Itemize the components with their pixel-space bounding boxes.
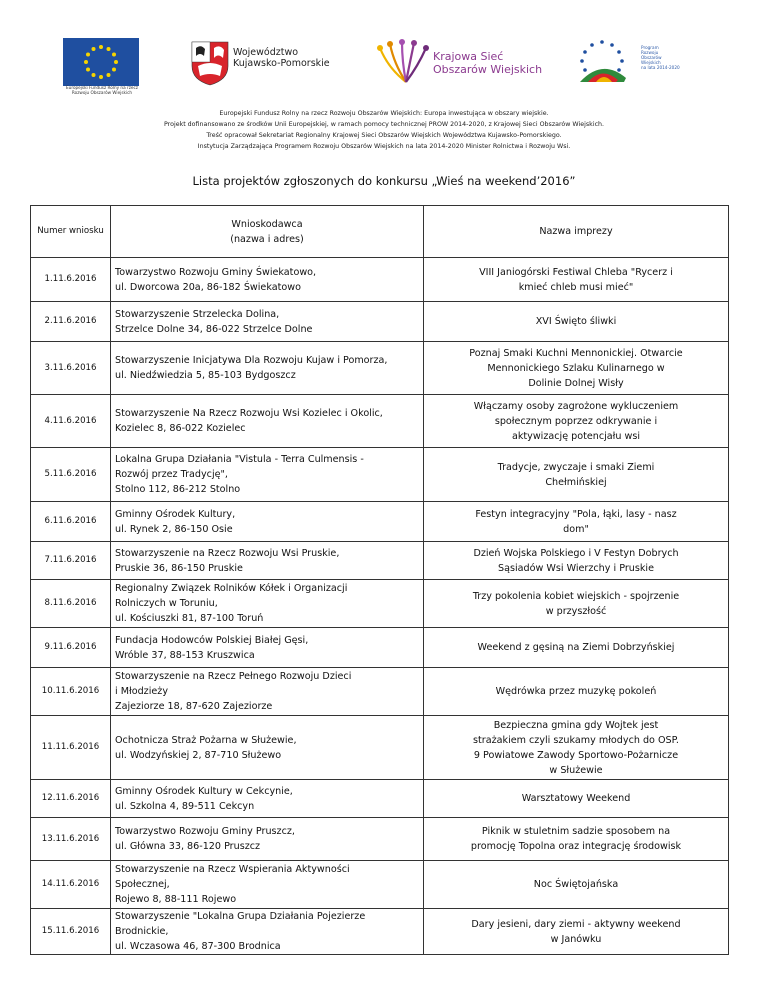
funding-statement: [0, 108, 768, 152]
application-number-cell: 11.11.6.2016: [31, 716, 111, 780]
application-number-cell: 5.11.6.2016: [31, 448, 111, 502]
applicant-cell: Towarzystwo Rozwoju Gminy Pruszcz, ul. Główna 33, 86-120 Pruszcz: [111, 818, 424, 861]
event-name-cell: VIII Janiogórski Festiwal Chleba "Rycerz i kmieć chleb musi mieć": [424, 258, 729, 302]
event-name-cell: Włączamy osoby zagrożone wykluczeniem społecznym poprzez odkrywanie i aktywizację potencjału wsi: [424, 395, 729, 448]
application-number-cell: 4.11.6.2016: [31, 395, 111, 448]
eu-star-icon: [86, 53, 90, 57]
table-row: [31, 909, 729, 955]
applicant-cell: Lokalna Grupa Działania "Vistula - Terra Culmensis - Rozwój przez Tradycję", Stolno 112, 86-212 Stolno: [111, 448, 424, 502]
table-row: [31, 542, 729, 580]
column-header-event: Nazwa imprezy: [424, 206, 729, 258]
applicant-cell: Stowarzyszenie Strzelecka Dolina, Strzelce Dolne 34, 86-022 Strzelce Dolne: [111, 302, 424, 342]
applicant-cell: Stowarzyszenie na Rzecz Rozwoju Wsi Pruskie, Pruskie 36, 86-150 Pruskie: [111, 542, 424, 580]
table-row: [31, 861, 729, 909]
table-row: [31, 302, 729, 342]
table-row: [31, 716, 729, 780]
applicant-cell: Stowarzyszenie Na Rzecz Rozwoju Wsi Kozielec i Okolic, Kozielec 8, 86-022 Kozielec: [111, 395, 424, 448]
eu-flag-logo: [63, 38, 139, 86]
table-header-row: [31, 206, 729, 258]
applicant-cell: Towarzystwo Rozwoju Gminy Świekatowo, ul. Dworcowa 20a, 86-182 Świekatowo: [111, 258, 424, 302]
event-name-cell: Warsztatowy Weekend: [424, 780, 729, 818]
event-name-cell: Tradycje, zwyczaje i smaki Ziemi Chełmińskiej: [424, 448, 729, 502]
eu-star-icon: [99, 45, 103, 49]
event-name-cell: Festyn integracyjny "Pola, łąki, lasy - nasz dom": [424, 502, 729, 542]
application-number-cell: 8.11.6.2016: [31, 580, 111, 628]
application-number-cell: 6.11.6.2016: [31, 502, 111, 542]
funding-line: Europejski Fundusz Rolny na rzecz Rozwoju Obszarów Wiejskich: Europa inwestująca w obszary wiejskie.: [219, 110, 549, 117]
event-name-cell: Poznaj Smaki Kuchni Mennonickiej. Otwarcie Mennonickiego Szlaku Kulinarnego w Dolinie Dolnej Wisły: [424, 342, 729, 395]
eu-star-icon: [99, 75, 103, 79]
prow-logo: [562, 36, 642, 86]
application-number-cell: 3.11.6.2016: [31, 342, 111, 395]
applicant-cell: Ochotnicza Straż Pożarna w Służewie, ul. Wodzyńskiej 2, 87-710 Służewo: [111, 716, 424, 780]
eu-star-icon: [112, 53, 116, 57]
table-row: [31, 448, 729, 502]
application-number-cell: 13.11.6.2016: [31, 818, 111, 861]
eu-star-icon: [86, 68, 90, 72]
event-name-cell: Bezpieczna gmina gdy Wojtek jest strażakiem czyli szukamy młodych do OSP. 9 Powiatowe Zawody Sportowo-Pożarnicze w Służewie: [424, 716, 729, 780]
application-number-cell: 15.11.6.2016: [31, 909, 111, 955]
applicant-cell: Gminny Ośrodek Kultury w Cekcynie, ul. Szkolna 4, 89-511 Cekcyn: [111, 780, 424, 818]
application-number-cell: 9.11.6.2016: [31, 628, 111, 668]
event-name-cell: Weekend z gęsiną na Ziemi Dobrzyńskiej: [424, 628, 729, 668]
table-row: [31, 502, 729, 542]
prow-name: Program Rozwoju Obszarów Wiejskich na lata 2014-2020: [641, 45, 680, 70]
column-header-number: Numer wniosku: [31, 206, 111, 258]
event-name-cell: Piknik w stuletnim sadzie sposobem na promocję Topolna oraz integrację środowisk: [424, 818, 729, 861]
column-header-applicant: Wnioskodawca (nazwa i adres): [111, 206, 424, 258]
applicant-cell: Stowarzyszenie "Lokalna Grupa Działania Pojezierze Brodnickie, ul. Wczasowa 46, 87-300 Brodnica: [111, 909, 424, 955]
event-name-cell: Wędrówka przez muzykę pokoleń: [424, 668, 729, 716]
application-number-cell: 2.11.6.2016: [31, 302, 111, 342]
applicant-cell: Gminny Ośrodek Kultury, ul. Rynek 2, 86-150 Osie: [111, 502, 424, 542]
event-name-cell: Dary jesieni, dary ziemi - aktywny weekend w Janówku: [424, 909, 729, 955]
funding-line: Instytucja Zarządzająca Programem Rozwoju Obszarów Wiejskich na lata 2014-2020 Minister Rolnictwa i Rozwoju Wsi.: [197, 143, 571, 150]
eu-star-icon: [92, 73, 96, 77]
table-row: [31, 780, 729, 818]
application-number-cell: 10.11.6.2016: [31, 668, 111, 716]
eu-star-icon: [107, 47, 111, 51]
eu-star-icon: [114, 60, 118, 64]
event-name-cell: Noc Świętojańska: [424, 861, 729, 909]
applicant-cell: Stowarzyszenie Inicjatywa Dla Rozwoju Kujaw i Pomorza, ul. Niedźwiedzia 5, 85-103 Bydgoszcz: [111, 342, 424, 395]
eu-star-icon: [112, 68, 116, 72]
document-title: Lista projektów zgłoszonych do konkursu „Wieś na weekend’2016”: [192, 174, 576, 188]
table-row: [31, 818, 729, 861]
event-name-cell: Trzy pokolenia kobiet wiejskich - spojrzenie w przyszłość: [424, 580, 729, 628]
table-row: [31, 258, 729, 302]
region-name: Województwo Kujawsko-Pomorskie: [233, 47, 330, 69]
applicant-cell: Stowarzyszenie na Rzecz Wspierania Aktywności Społecznej, Rojewo 8, 88-111 Rojewo: [111, 861, 424, 909]
eu-star-icon: [92, 47, 96, 51]
application-number-cell: 14.11.6.2016: [31, 861, 111, 909]
coat-of-arms-logo: [190, 40, 230, 86]
application-number-cell: 12.11.6.2016: [31, 780, 111, 818]
table-body: [31, 258, 729, 955]
event-name-cell: XVI Święto śliwki: [424, 302, 729, 342]
eu-star-icon: [107, 73, 111, 77]
table-row: [31, 395, 729, 448]
funding-line: Projekt dofinansowano ze środków Unii Europejskiej, w ramach pomocy technicznej PROW 2014-2020, z Krajowej Sieci Obszarów Wiejskich.: [163, 121, 605, 128]
table-row: [31, 628, 729, 668]
logo-bar: [0, 0, 768, 100]
applicant-cell: Fundacja Hodowców Polskiej Białej Gęsi, Wróble 37, 88-153 Kruszwica: [111, 628, 424, 668]
table-row: [31, 580, 729, 628]
ksow-name: Krajowa Sieć Obszarów Wiejskich: [433, 50, 543, 76]
event-name-cell: Dzień Wojska Polskiego i V Festyn Dobrych Sąsiadów Wsi Wierzchy i Pruskie: [424, 542, 729, 580]
application-number-cell: 7.11.6.2016: [31, 542, 111, 580]
applicant-cell: Regionalny Związek Rolników Kółek i Organizacji Rolniczych w Toruniu, ul. Kościuszki 81, 87-100 Toruń: [111, 580, 424, 628]
table-row: [31, 342, 729, 395]
eu-fund-caption: Europejski Fundusz Rolny na rzecz Rozwoju Obszarów Wiejskich: [66, 85, 138, 95]
funding-line: Treść opracował Sekretariat Regionalny Krajowej Sieci Obszarów Wiejskich Województwa Kujawsko-Pomorskiego.: [206, 132, 562, 139]
table-row: [31, 668, 729, 716]
applicant-cell: Stowarzyszenie na Rzecz Pełnego Rozwoju Dzieci i Młodzieży Zajeziorze 18, 87-620 Zajeziorze: [111, 668, 424, 716]
application-number-cell: 1.11.6.2016: [31, 258, 111, 302]
eu-star-icon: [84, 60, 88, 64]
projects-table: [30, 205, 729, 955]
